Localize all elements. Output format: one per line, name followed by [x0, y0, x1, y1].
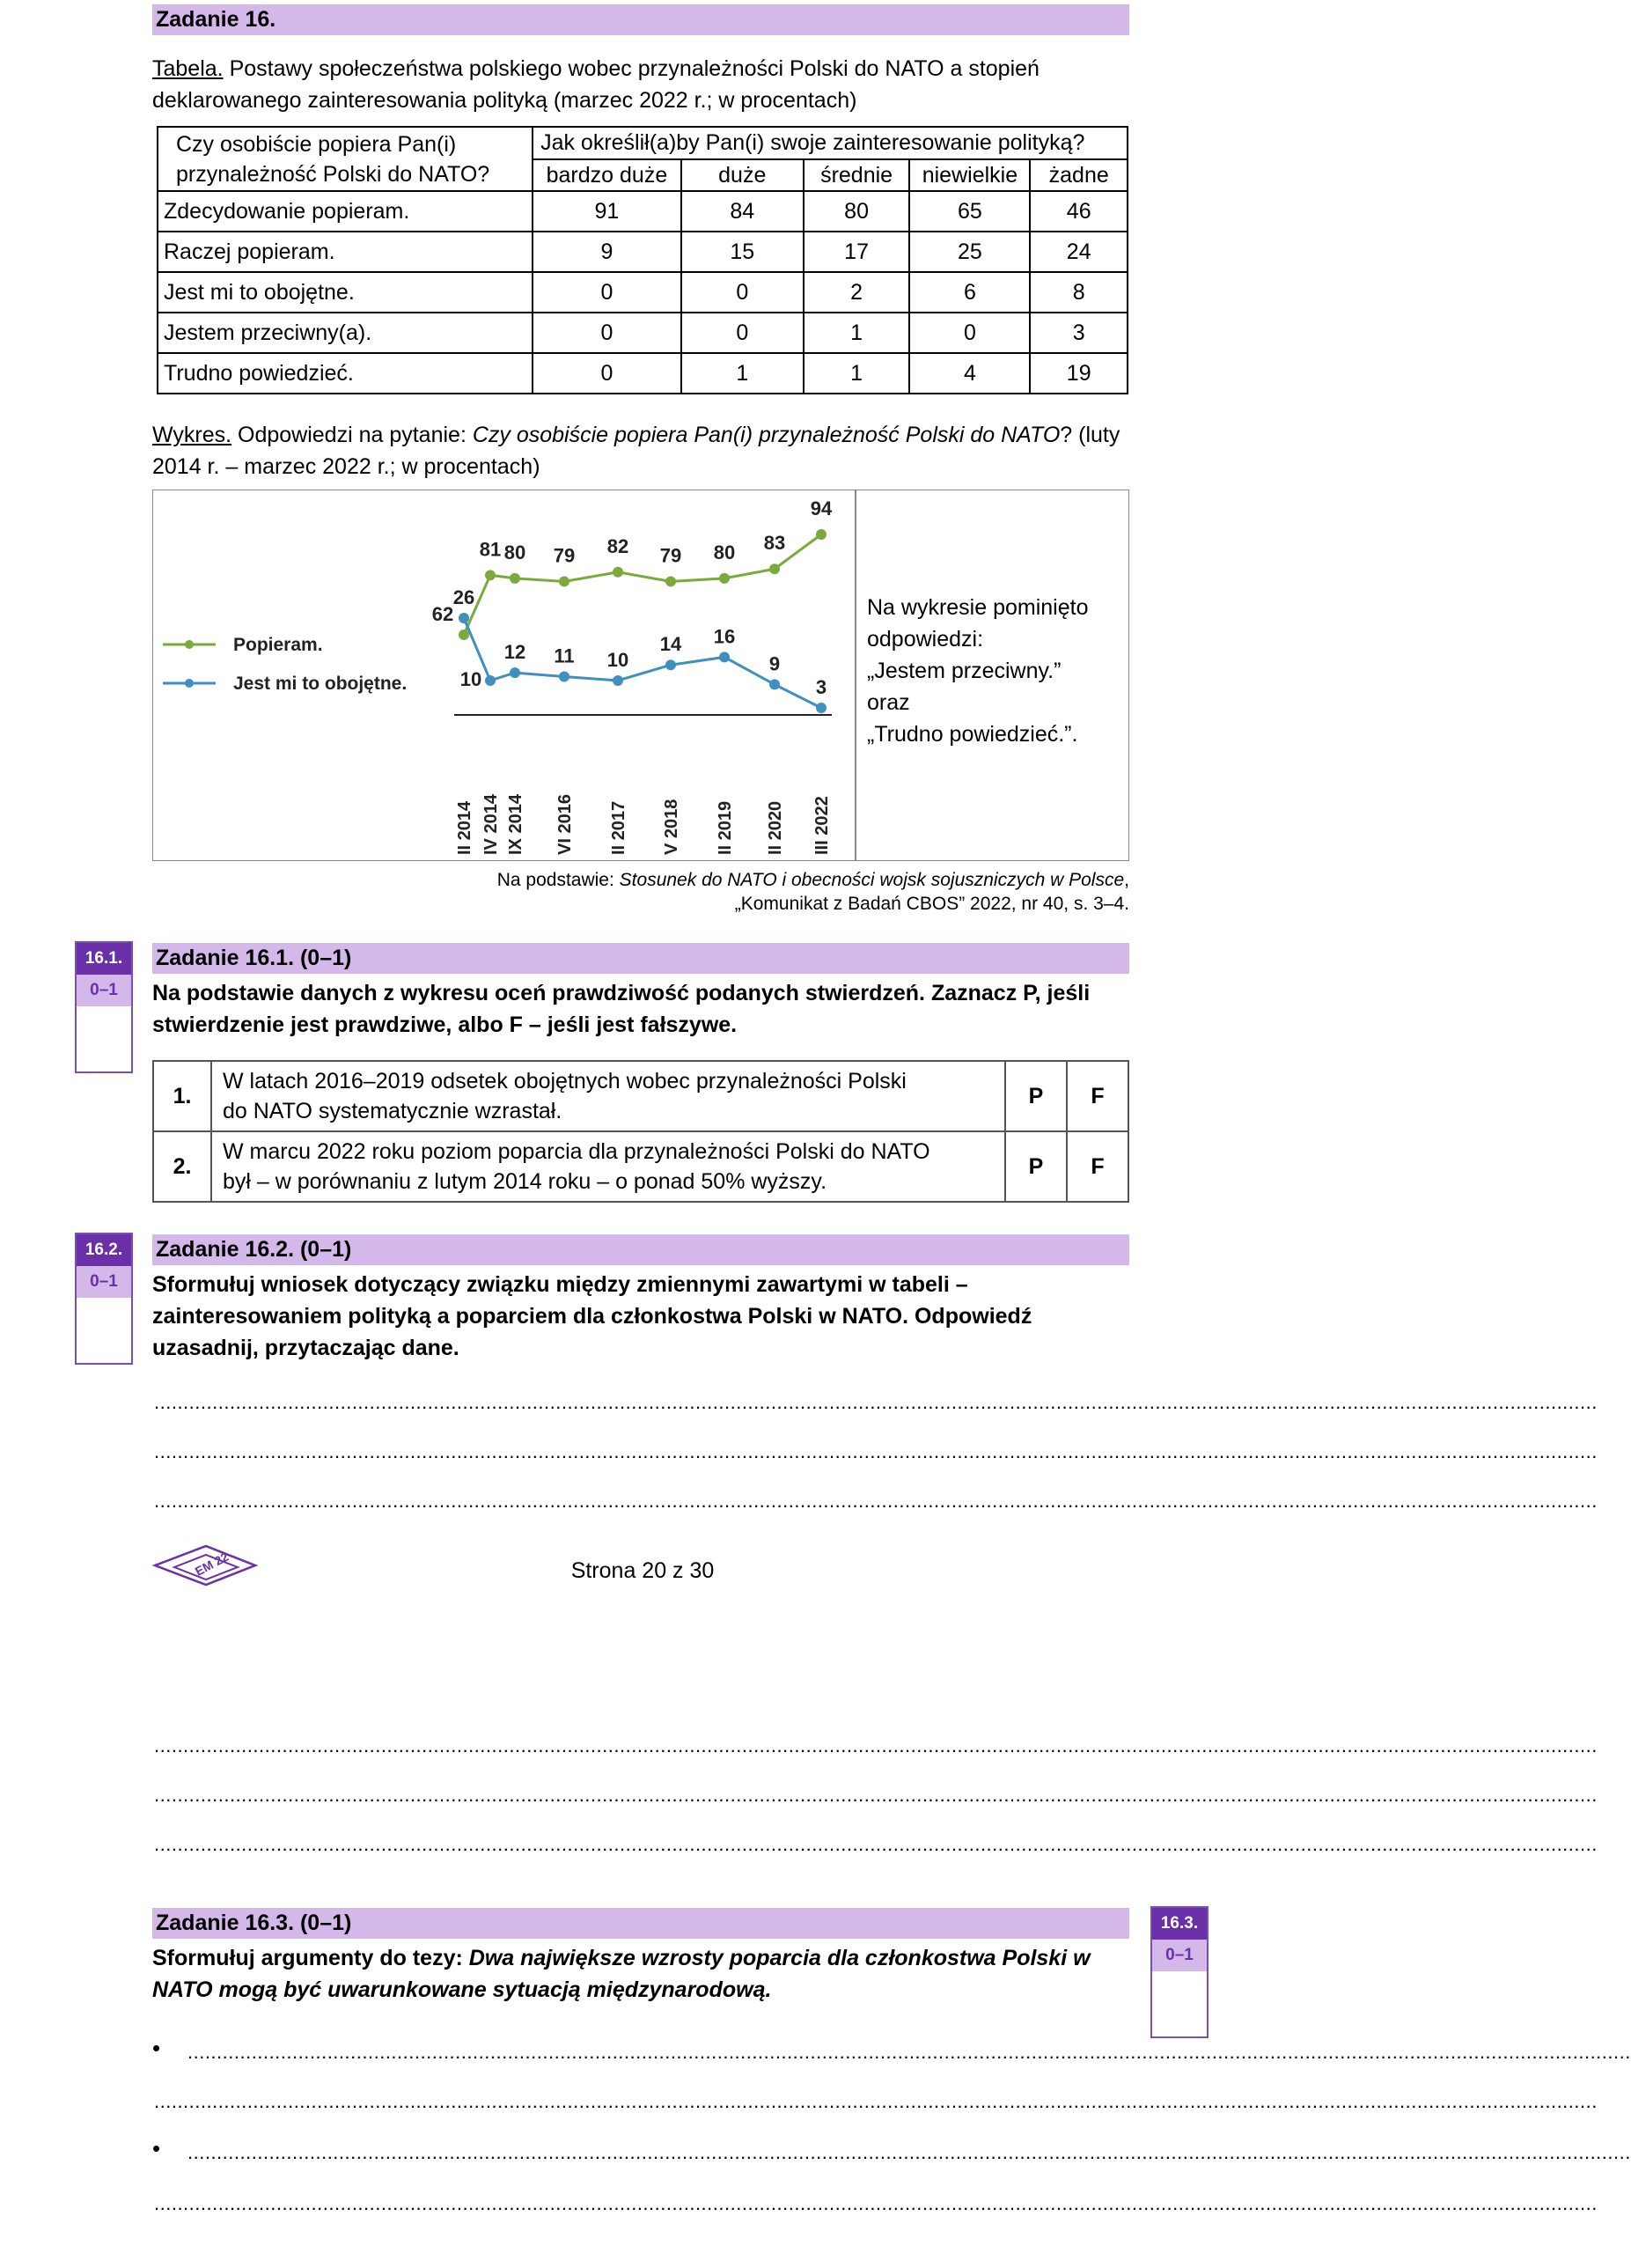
- corner-header: Czy osobiście popiera Pan(i) przynależność Polski do NATO?: [158, 127, 533, 191]
- answer-line[interactable]: ........................................................................................................................................................................................................................................................: [154, 2090, 1598, 2112]
- statement-line: do NATO systematycznie wzrastał.: [223, 1099, 562, 1123]
- col-header: duże: [681, 159, 804, 191]
- chart-caption-end: ? (luty 2014 r. – marzec 2022 r.; w procentach): [152, 423, 1120, 479]
- attitudes-table: [157, 126, 1128, 394]
- row-label: Trudno powiedzieć.: [158, 353, 533, 394]
- answer-line[interactable]: ........................................................................................................................................................................................................................................................: [187, 2041, 1631, 2063]
- table-cell: 15: [681, 232, 804, 272]
- source-prefix: Na podstawie:: [496, 870, 620, 890]
- data-label: 81: [479, 538, 502, 561]
- x-tick-label: VI 2016: [555, 794, 575, 855]
- table-row: [158, 272, 1128, 313]
- col-header: niewielkie: [909, 159, 1030, 191]
- data-label: 62: [431, 603, 454, 625]
- row-label: Jestem przeciwny(a).: [158, 313, 533, 353]
- source-suffix: ,: [1124, 870, 1129, 890]
- row-label: Zdecydowanie popieram.: [158, 191, 533, 232]
- table-cell: 0: [909, 313, 1030, 353]
- task16-3-thesis: Dwa największe wzrosty poparcia dla członkostwa Polski w NATO mogą być uwarunkowane sytuacją międzynarodową.: [152, 1946, 1091, 2002]
- statement-row: [153, 1061, 1128, 1131]
- score-box-16-1: [75, 941, 133, 1073]
- data-point: [613, 675, 623, 686]
- chart-note-line: odpowiedzi:: [867, 627, 984, 652]
- data-point: [769, 563, 780, 574]
- chart-divider: [855, 490, 856, 861]
- data-point: [510, 573, 520, 584]
- table-cell: 1: [804, 353, 910, 394]
- table-cell: 9: [533, 232, 681, 272]
- answer-line[interactable]: ........................................................................................................................................................................................................................................................: [154, 1490, 1598, 1512]
- data-point: [559, 672, 569, 682]
- task16-1-instruction: Na podstawie danych z wykresu oceń prawdziwość podanych stwierdzeń. Zaznacz P, jeśli stwierdzenie jest prawdziwe, albo F – jeśli jest fałszywe.: [152, 981, 1091, 1037]
- score-id: 16.1.: [77, 943, 131, 975]
- bullet: •: [152, 2035, 161, 2061]
- score-points: 0–1: [1152, 1940, 1207, 1971]
- data-label: 80: [713, 541, 736, 563]
- x-tick-label: V 2018: [662, 799, 681, 855]
- x-tick-label: IX 2014: [506, 794, 525, 855]
- data-point: [459, 630, 469, 640]
- table-cell: 65: [909, 191, 1030, 232]
- x-tick-label: II 2017: [609, 800, 628, 855]
- data-point: [719, 573, 730, 584]
- score-field[interactable]: [77, 1006, 131, 1071]
- table-cell: 0: [681, 313, 804, 353]
- statement-row: [153, 1131, 1128, 1202]
- chart-note-line: „Trudno powiedzieć.”.: [867, 722, 1078, 747]
- data-point: [816, 703, 827, 713]
- table-cell: 0: [533, 313, 681, 353]
- legend-marker: [185, 640, 194, 649]
- data-point: [719, 652, 730, 662]
- row-label: Jest mi to obojętne.: [158, 272, 533, 313]
- chart-caption: [152, 419, 1129, 482]
- group-header: Jak określił(a)by Pan(i) swoje zainteresowanie polityką?: [533, 127, 1128, 159]
- table-cell: 3: [1030, 313, 1128, 353]
- line-chart: [152, 490, 855, 861]
- table-cell: 0: [533, 272, 681, 313]
- bullet: •: [152, 2135, 161, 2161]
- table-cell: 25: [909, 232, 1030, 272]
- table-caption-text: Postawy społeczeństwa polskiego wobec przynależności Polski do NATO a stopień deklarowanego zainteresowania polityką (marzec 2022 r.; w procentach): [152, 56, 1040, 113]
- score-field[interactable]: [1152, 1971, 1207, 2036]
- data-point: [613, 567, 623, 578]
- x-tick-label: III 2022: [812, 796, 832, 855]
- false-option[interactable]: F: [1067, 1061, 1128, 1131]
- data-label: 11: [554, 644, 575, 667]
- table-cell: 17: [804, 232, 910, 272]
- source-note: [152, 868, 1129, 916]
- table-row: [158, 232, 1128, 272]
- task16-3-instruction: [152, 1942, 1129, 2006]
- legend-label: Popieram.: [233, 635, 323, 655]
- data-label: 14: [659, 633, 682, 656]
- table-cell: 84: [681, 191, 804, 232]
- data-point: [769, 679, 780, 689]
- statement-text: [211, 1131, 1005, 1202]
- task16-3-instruction-plain: Sformułuj argumenty do tezy:: [152, 1946, 469, 1970]
- x-tick-label: IV 2014: [481, 794, 501, 855]
- data-point: [485, 570, 496, 580]
- col-header: bardzo duże: [533, 159, 681, 191]
- chart-note-line: „Jestem przeciwny.”: [867, 659, 1062, 683]
- score-points: 0–1: [77, 1266, 131, 1298]
- table-cell: 0: [681, 272, 804, 313]
- table-cell: 6: [909, 272, 1030, 313]
- page-number: Strona 20 z 30: [570, 1558, 715, 1583]
- chart-note-line: Na wykresie pominięto: [867, 595, 1089, 620]
- svg-text:EM 22: EM 22: [192, 1549, 231, 1579]
- x-tick-label: II 2020: [766, 800, 785, 855]
- chart-caption-label: Wykres.: [152, 423, 232, 447]
- table-cell: 46: [1030, 191, 1128, 232]
- chart-caption-question: Czy osobiście popiera Pan(i) przynależność Polski do NATO: [472, 423, 1061, 447]
- data-label: 16: [713, 625, 736, 648]
- chart-note-line: oraz: [867, 690, 910, 715]
- data-label: 9: [768, 652, 781, 675]
- table-cell: 2: [804, 272, 910, 313]
- data-label: 82: [606, 534, 629, 557]
- data-label: 79: [553, 544, 576, 567]
- score-box-16-3: [1150, 1906, 1209, 2038]
- data-label: 3: [815, 676, 827, 698]
- data-point: [459, 613, 469, 623]
- table-caption-label: Tabela.: [152, 56, 224, 81]
- table-row: [158, 353, 1128, 394]
- answer-line[interactable]: ........................................................................................................................................................................................................................................................: [154, 1440, 1598, 1462]
- table-caption: [152, 53, 1129, 116]
- task16-header: Zadanie 16.: [152, 4, 1129, 35]
- table-cell: 19: [1030, 353, 1128, 394]
- data-label: 83: [763, 532, 786, 555]
- legend-marker: [185, 679, 194, 688]
- answer-line[interactable]: ........................................................................................................................................................................................................................................................: [154, 1391, 1598, 1413]
- data-point: [665, 659, 676, 670]
- statement-number: 1.: [153, 1061, 211, 1131]
- data-point: [559, 576, 569, 586]
- score-id: 16.2.: [77, 1234, 131, 1266]
- table-cell: 80: [804, 191, 910, 232]
- task16-1-header: Zadanie 16.1. (0–1): [152, 943, 1129, 974]
- data-label: 26: [452, 586, 475, 608]
- col-header: średnie: [804, 159, 910, 191]
- score-box-16-2: [75, 1233, 133, 1365]
- statement-number: 2.: [153, 1131, 211, 1202]
- data-point: [816, 529, 827, 540]
- data-label: 10: [459, 667, 482, 690]
- true-option[interactable]: P: [1005, 1061, 1067, 1131]
- table-cell: 4: [909, 353, 1030, 394]
- source-title: Stosunek do NATO i obecności wojsk sojuszniczych w Polsce: [619, 870, 1125, 890]
- score-points: 0–1: [77, 975, 131, 1006]
- statement-text: [211, 1061, 1005, 1131]
- answer-line[interactable]: ........................................................................................................................................................................................................................................................: [154, 1784, 1598, 1806]
- table-cell: 0: [533, 353, 681, 394]
- table-cell: 91: [533, 191, 681, 232]
- data-point: [510, 667, 520, 678]
- data-point: [485, 675, 496, 686]
- data-label: 12: [503, 641, 526, 664]
- data-label: 94: [810, 497, 833, 519]
- task16-2-instruction: Sformułuj wniosek dotyczący związku między zmiennymi zawartymi w tabeli – zainteresowaniem polityką a poparciem dla członkostwa Polski w NATO. Odpowiedź uzasadnij, przytaczając dane.: [152, 1272, 1032, 1360]
- statement-line: W latach 2016–2019 odsetek obojętnych wobec przynależności Polski: [223, 1069, 907, 1094]
- statement-line: był – w porównaniu z lutym 2014 roku – o ponad 50% wyższy.: [223, 1169, 827, 1194]
- true-option[interactable]: P: [1005, 1131, 1067, 1202]
- table-row: [158, 191, 1128, 232]
- answer-line[interactable]: ........................................................................................................................................................................................................................................................: [154, 2192, 1598, 2214]
- answer-line[interactable]: ........................................................................................................................................................................................................................................................: [154, 1734, 1598, 1756]
- data-label: 79: [659, 544, 682, 567]
- col-header: żadne: [1030, 159, 1128, 191]
- data-label: 80: [503, 541, 526, 563]
- exam-logo: [151, 1543, 257, 1580]
- score-field[interactable]: [77, 1298, 131, 1363]
- data-point: [665, 576, 676, 586]
- table-cell: 1: [681, 353, 804, 394]
- data-label: 10: [606, 648, 629, 671]
- legend-label: Jest mi to obojętne.: [233, 674, 408, 694]
- score-id: 16.3.: [1152, 1908, 1207, 1940]
- table-row: [158, 313, 1128, 353]
- true-false-table: [152, 1060, 1129, 1203]
- chart-note: [867, 592, 1122, 750]
- answer-line[interactable]: ........................................................................................................................................................................................................................................................: [187, 2141, 1631, 2163]
- row-label: Raczej popieram.: [158, 232, 533, 272]
- chart-caption-plain: Odpowiedzi na pytanie:: [231, 423, 473, 447]
- task16-3-header: Zadanie 16.3. (0–1): [152, 1908, 1129, 1939]
- task16-2-header: Zadanie 16.2. (0–1): [152, 1234, 1129, 1265]
- answer-line[interactable]: ........................................................................................................................................................................................................................................................: [154, 1833, 1598, 1855]
- table-cell: 1: [804, 313, 910, 353]
- x-tick-label: II 2019: [716, 800, 735, 855]
- source-line2: „Komunikat z Badań CBOS” 2022, nr 40, s. 3–4.: [734, 894, 1129, 914]
- table-cell: 24: [1030, 232, 1128, 272]
- x-tick-label: II 2014: [455, 800, 474, 855]
- false-option[interactable]: F: [1067, 1131, 1128, 1202]
- table-cell: 8: [1030, 272, 1128, 313]
- statement-line: W marcu 2022 roku poziom poparcia dla przynależności Polski do NATO: [223, 1139, 930, 1164]
